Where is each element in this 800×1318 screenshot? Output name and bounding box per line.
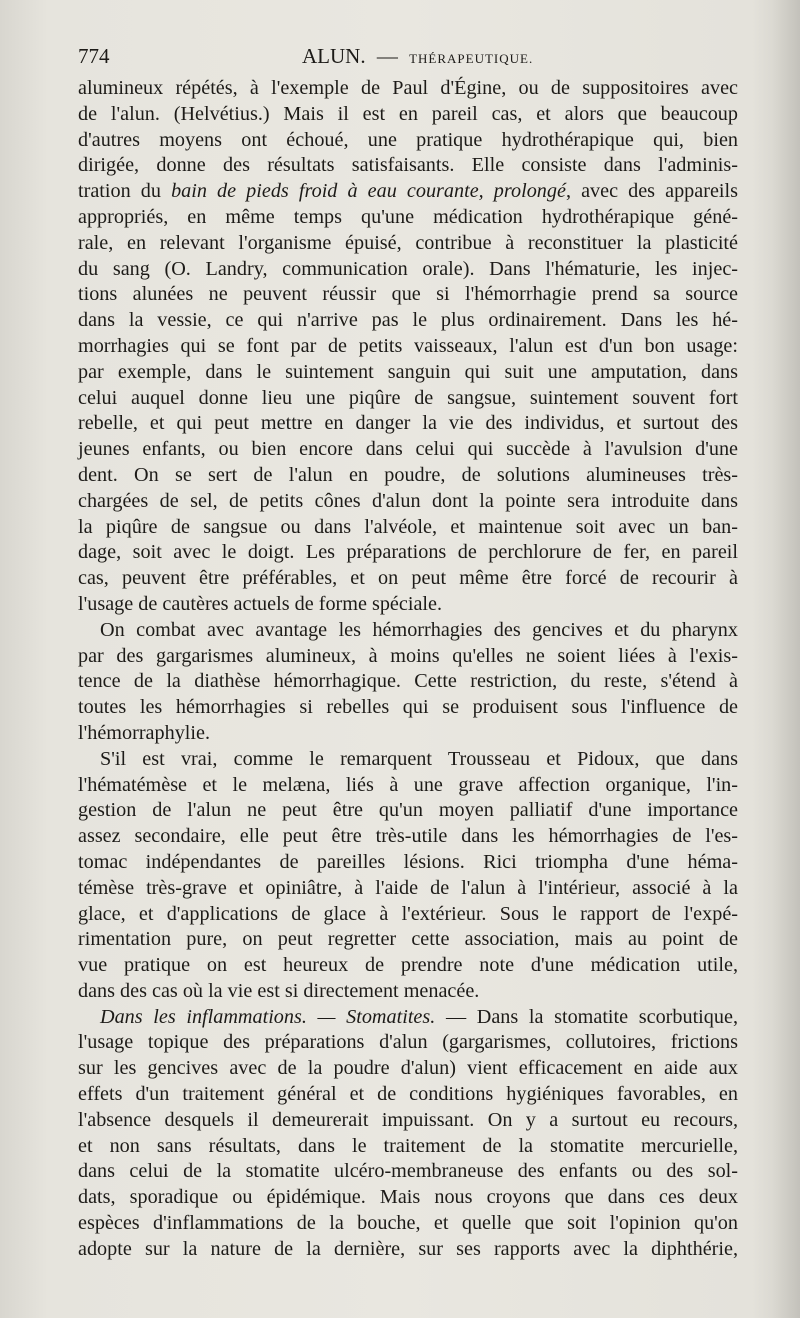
text-line: dats, sporadique ou épidémique. Mais nous croyons que dans ces deux	[78, 1186, 738, 1209]
text-line: du sang (O. Landry, communication orale). Dans l'hématurie, les injec-	[78, 257, 738, 280]
text-line: l'absence desquels il demeurerait impuissant. On y a surtout eu recours,	[78, 1108, 738, 1131]
text-line: dans celui de la stomatite ulcéro-membraneuse des enfants ou des sol-	[78, 1160, 738, 1183]
text-line: tomac indépendantes de pareilles lésions. Rici triompha d'une héma-	[78, 850, 738, 873]
text-line: celui auquel donne lieu une piqûre de sangsue, suintement souvent fort	[78, 386, 738, 409]
running-title-dash: —	[376, 44, 398, 68]
running-title-subtitle: THÉRAPEUTIQUE.	[409, 51, 534, 66]
text-line: S'il est vrai, comme le remarquent Trousseau et Pidoux, que dans	[100, 747, 738, 770]
text-line: sur les gencives avec de la poudre d'alun) vient efficacement en aide aux	[78, 1057, 738, 1080]
italic-phrase: bain de pieds froid à eau courante, prolongé	[171, 180, 566, 203]
text-line	[78, 179, 738, 205]
text-line: effets d'un traitement général et de conditions hygiéniques favorables, en	[78, 1083, 738, 1106]
text-line: par exemple, dans le suintement sanguin qui suit une amputation, dans	[78, 360, 738, 383]
page-number: 774	[78, 44, 110, 68]
text-line: l'usage de cautères actuels de forme spéciale.	[78, 592, 443, 615]
text-line: tence de la diathèse hémorrhagique. Cette restriction, du reste, s'étend à	[78, 670, 738, 693]
text-line: dans des cas où la vie est si directement menacée.	[78, 979, 480, 1002]
body-text	[78, 76, 738, 1263]
text-line: appropriés, en même temps qu'une médication hydrothérapique géné-	[78, 205, 738, 228]
text-line: vue pratique on est heureux de prendre note d'une médication utile,	[78, 954, 738, 977]
text-line: toutes les hémorrhagies si rebelles qui se produisent sous l'influence de	[78, 696, 738, 719]
text-line: espèces d'inflammations de la bouche, et quelle que soit l'opinion qu'on	[78, 1212, 738, 1235]
text-line: cas, peuvent être préférables, et on peut même être forcé de recourir à	[78, 567, 738, 590]
text-line: On combat avec avantage les hémorrhagies des gencives et du pharynx	[100, 618, 738, 641]
text-line: gestion de l'alun ne peut être qu'un moyen palliatif d'une importance	[78, 799, 738, 822]
text-line: d'autres moyens ont échoué, une pratique hydrothérapique qui, bien	[78, 128, 738, 151]
text-line: dans la vessie, ce qui n'arrive pas le plus ordinairement. Dans les hé-	[78, 309, 738, 332]
text-line: témèse très-grave et opiniâtre, à l'aide de l'alun à l'intérieur, associé à la	[78, 876, 738, 899]
text-line: morrhagies qui se font par de petits vaisseaux, l'alun est d'un bon usage:	[78, 334, 738, 357]
text-line: dirigée, donne des résultats satisfaisants. Elle consiste dans l'adminis-	[78, 154, 738, 177]
text-line: alumineux répétés, à l'exemple de Paul d'Égine, ou de suppositoires avec	[78, 77, 738, 99]
text-line: assez secondaire, elle peut être très-utile dans les hémorrhagies de l'es-	[78, 825, 738, 848]
text-line: dage, soit avec le doigt. Les préparations de perchlorure de fer, en pareil	[78, 541, 738, 564]
text-line: la piqûre de sangsue ou dans l'alvéole, et maintenue soit avec un ban-	[78, 515, 738, 538]
text-line	[78, 1005, 738, 1031]
text-line: rimentation pure, on peut regretter cette association, mais au point de	[78, 928, 738, 951]
text-line: par des gargarismes alumineux, à moins qu'elles ne soient liées à l'exis-	[78, 644, 738, 667]
text-line: rale, en relevant l'organisme épuisé, contribue à reconstituer la plasticité	[78, 231, 738, 254]
italic-phrase: Dans les inflammations. — Stomatites.	[100, 1005, 436, 1028]
text-line: l'hémorraphylie.	[78, 721, 211, 744]
text-line: rebelle, et qui peut mettre en danger la vie des individus, et surtout des	[78, 412, 738, 435]
running-title-main: ALUN.	[302, 44, 366, 68]
running-title	[302, 44, 533, 69]
text-line: dent. On se sert de l'alun en poudre, de solutions alumineuses très-	[78, 463, 738, 486]
page-edge-shadow	[772, 0, 800, 1318]
text-line: l'hématémèse et le melæna, liés à une grave affection organique, l'in-	[78, 773, 738, 796]
text-line: chargées de sel, de petits cônes d'alun dont la pointe sera introduite dans	[78, 489, 738, 512]
text-line-segment: tration du	[78, 180, 172, 203]
text-line: de l'alun. (Helvétius.) Mais il est en pareil cas, et alors que beaucoup	[78, 102, 738, 125]
text-line: et non sans résultats, dans le traitement de la stomatite mercurielle,	[78, 1134, 738, 1157]
text-line: glace, et d'applications de glace à l'extérieur. Sous le rapport de l'expé-	[78, 902, 738, 925]
text-line-segment: — Dans la stomatite scorbutique,	[435, 1005, 738, 1028]
running-header	[78, 44, 733, 72]
text-line-segment: , avec des appareils	[565, 180, 738, 203]
text-line: adopte sur la nature de la dernière, sur ses rapports avec la diphthérie,	[78, 1237, 738, 1260]
text-line: l'usage topique des préparations d'alun (gargarismes, collutoires, frictions	[78, 1031, 738, 1054]
text-line: tions alunées ne peuvent réussir que si l'hémorrhagie prend sa source	[78, 283, 738, 306]
text-line: jeunes enfants, ou bien encore dans celui qui succède à l'avulsion d'une	[78, 438, 738, 461]
